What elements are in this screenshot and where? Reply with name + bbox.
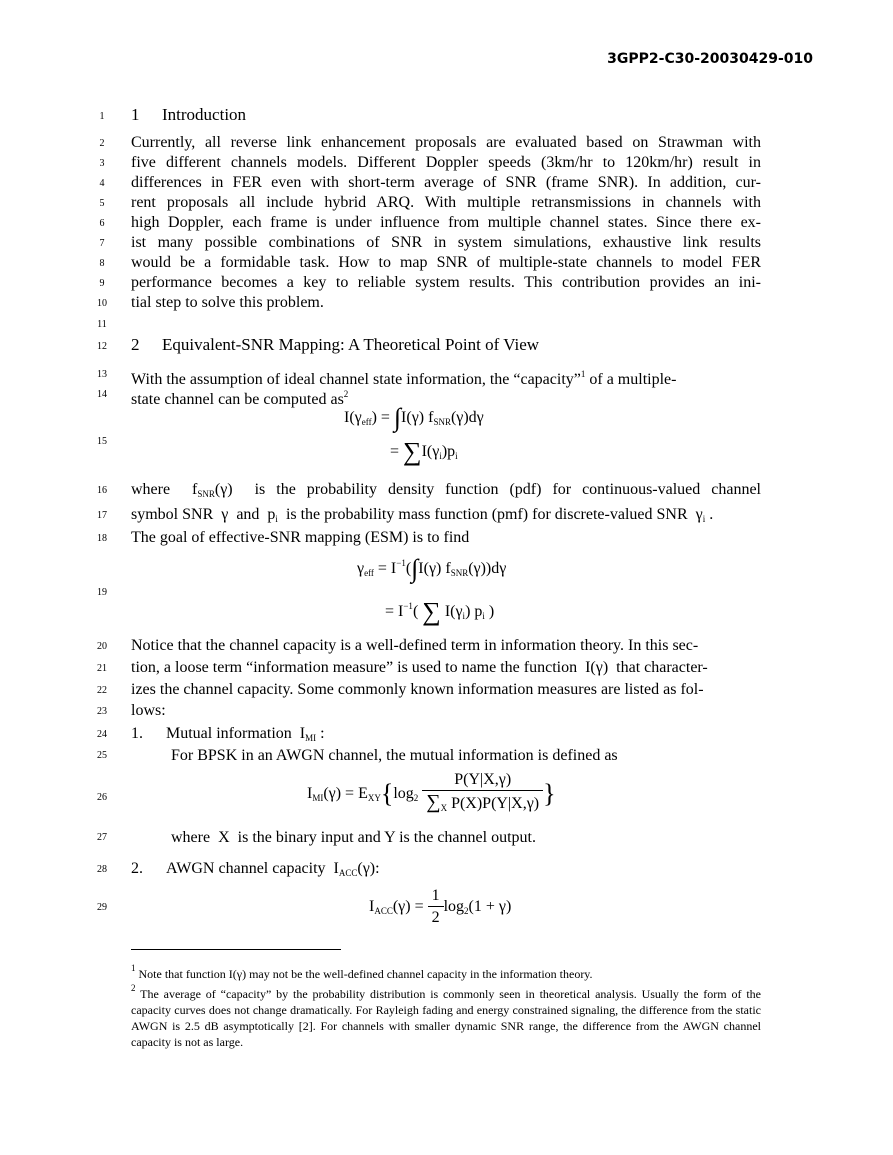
section-title: Introduction [162,105,247,124]
line-number: 1 [99,111,105,122]
section-heading-equivalent-snr [131,335,539,355]
section-heading-introduction [131,105,246,125]
footnote-mark: 2 [131,983,136,993]
line-number: 16 [97,485,107,496]
equation-19b: = $I^{-1}$( ∑ $I(\gamma_i)$ $p_i$ ) [385,597,495,626]
line-number: 15 [97,436,107,447]
list-item-awgn-capacity: 2. AWGN channel capacity $I_{ACC}(\gamma)$: [131,860,380,878]
paragraph-line: would be a formidable task. How to map SNR of multiple-state channels to model FER [131,254,761,271]
section-title: Equivalent-SNR Mapping: A Theoretical Point of View [162,335,540,354]
list-number: 2. [131,860,143,877]
line-number: 9 [99,278,105,289]
paragraph-line: where X is the binary input and Y is the channel output. [171,829,536,846]
paragraph-line: Currently, all reverse link enhancement proposals are evaluated based on Strawman with [131,134,761,151]
line-number: 4 [99,178,105,189]
line-number: 13 [97,369,107,380]
line-number: 10 [97,298,107,309]
footnote-separator [131,949,341,950]
equation-19a: $\gamma_{eff} = I^{-1}(\int I(\gamma)$ $f_{SNR}(\gamma))d\gamma$ [357,554,507,583]
footnote-1 [131,960,761,982]
text-span: of a multiple- [585,371,677,388]
footnote-text: The average of “capacity” by the probability distribution is commonly seen in theoretical analysis. Usually the form of the capacity curves does not change dramatically. For Rayleigh fading and energy constrained signaling, the difference from the static AWGN is 2.5 dB asymptotically [2]. For channels with smaller dynamic SNR range, the difference from the AWGN channel capacity is not as large. [131,987,761,1049]
paragraph-line: ist many possible combinations of SNR in system simulations, exhaustive link results [131,234,761,251]
fraction: $\frac{1}{2}$ [428,886,444,929]
list-number: 1. [131,725,143,742]
paragraph-line: izes the channel capacity. Some commonly known information measures are listed as fol- [131,681,704,698]
line-number: 24 [97,729,107,740]
line-number: 28 [97,864,107,875]
footnote-text: Note that function I(γ) may not be the well-defined channel capacity in the information theory. [138,967,593,981]
line-number: 11 [97,319,107,330]
line-number: 27 [97,832,107,843]
equation-15a: $I(\gamma_{eff}) = \int I(\gamma)$ $f_{SNR}(\gamma)d\gamma$ [344,403,484,432]
line-number: 20 [97,641,107,652]
line-number: 21 [97,663,107,674]
line-number: 3 [99,158,105,169]
footnote-ref: 2 [343,389,349,399]
line-number: 23 [97,706,107,717]
line-number: 29 [97,902,107,913]
line-number: 26 [97,792,107,803]
line-number: 7 [99,238,105,249]
line-number: 12 [97,341,107,352]
line-number: 25 [97,750,107,761]
line-number: 8 [99,258,105,269]
footnote-ref: 1 [580,369,586,379]
text-span: With the assumption of ideal channel state information, the “capacity” [131,371,581,388]
line-number: 6 [99,218,105,229]
paragraph-line: For BPSK in an AWGN channel, the mutual information is defined as [171,747,618,764]
list-item-mutual-information: 1. Mutual information $I_{MI}$ : [131,725,325,743]
text-span: state channel can be computed as [131,391,344,408]
section-number: 2 [131,335,140,354]
footnote-2 [131,980,761,1050]
paragraph-line: lows: [131,702,166,719]
line-number: 22 [97,685,107,696]
paragraph-line: five different channels models. Different Doppler speeds (3km/hr to 120km/hr) result in [131,154,761,171]
footnote-mark: 1 [131,963,136,973]
paragraph-line [131,384,761,410]
paragraph-line: Notice that the channel capacity is a well-defined term in information theory. In this sec- [131,637,699,654]
line-number: 18 [97,533,107,544]
fraction: $\frac{P(Y|X,\gamma)}{\sum_X P(X)P(Y|X,\gamma)}$ [422,770,543,819]
paragraph-line: performance becomes a key to reliable system results. This contribution provides an ini- [131,274,761,291]
paragraph-line: tial step to solve this problem. [131,294,324,311]
equation-29: $I_{ACC}(\gamma)$ = $\frac{1}{2}$ $\log_2(1 + \gamma)$ [369,886,511,929]
paragraph-line: rent proposals all include hybrid ARQ. With multiple retransmissions in channels with [131,194,761,211]
line-number: 5 [99,198,105,209]
equation-26: $I_{MI}(\gamma) = E_{XY}\{\log_2$ $\frac{P(Y|X,\gamma)}{\sum_X P(X)P(Y|X,\gamma)}$ } [307,770,556,819]
paragraph-line: where $f_{SNR}(\gamma)$ is the probability density function (pdf) for continuous-valued channel [131,481,762,499]
line-number: 19 [97,587,107,598]
line-number: 14 [97,389,107,400]
section-number: 1 [131,105,140,124]
paragraph-line: high Doppler, each frame is under influence from multiple channel states. Since there ex- [131,214,761,231]
document-id: 3GPP2-C30-20030429-010 [607,51,813,67]
equation-15b: = $\sum I(\gamma_i)p_i$ [390,437,458,466]
paragraph-line: differences in FER even with short-term average of SNR (frame SNR). In addition, cur- [131,174,761,191]
paragraph-line: tion, a loose term “information measure” is used to name the function I(γ) that character- [131,659,708,676]
paragraph-line: symbol SNR γ and $p_i$ is the probability mass function (pmf) for discrete-valued SNR $\gamma_i$ . [131,506,714,524]
paragraph-line: The goal of effective-SNR mapping (ESM) is to find [131,529,470,546]
line-number: 2 [99,138,105,149]
line-number: 17 [97,510,107,521]
